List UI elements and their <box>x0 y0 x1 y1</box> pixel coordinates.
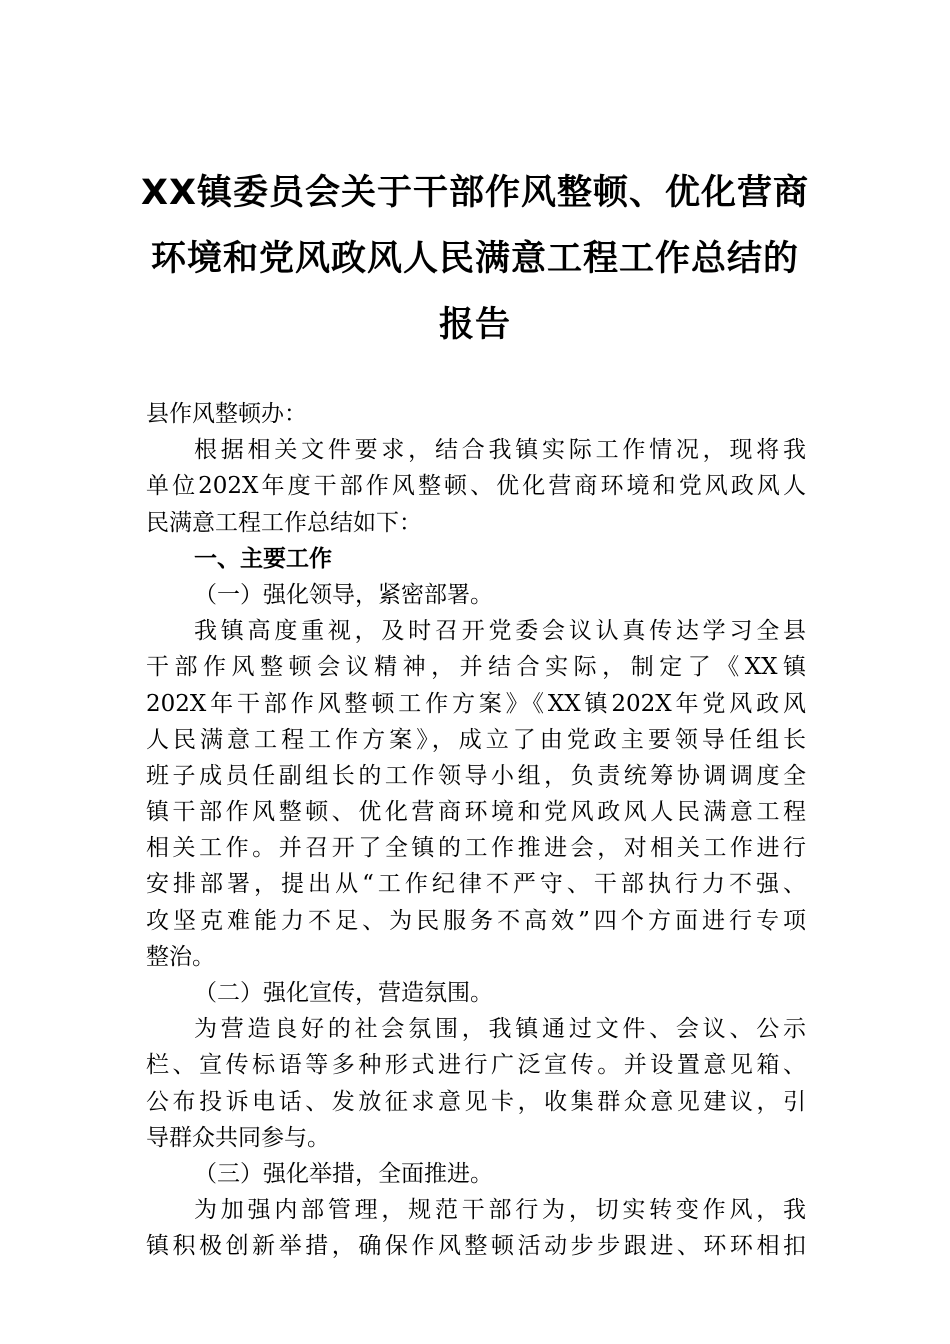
sub2-line-4: 导群众共同参与。 <box>146 1124 330 1151</box>
sub3-line-1: 为加强内部管理，规范干部行为，切实转变作风，我 <box>194 1197 806 1224</box>
intro-line-2: 单位202X年度干部作风整顿、优化营商环境和党风政风人 <box>146 473 806 500</box>
sub1-line-4: 人民满意工程工作方案》，成立了由党政主要领导任组长 <box>146 726 806 753</box>
document-body <box>146 396 806 1265</box>
sub1-line-10: 整治。 <box>146 943 215 970</box>
sub2-line-3: 公布投诉电话、发放征求意见卡，收集群众意见建议，引 <box>146 1088 806 1115</box>
salutation: 县作风整顿办： <box>146 401 307 427</box>
sub3-line-2: 镇积极创新举措，确保作风整顿活动步步跟进、环环相扣 <box>146 1233 806 1260</box>
sub1-line-5: 班子成员任副组长的工作领导小组，负责统筹协调调度全 <box>146 762 806 789</box>
sub2-line-2: 栏、宣传标语等多种形式进行广泛宣传。并设置意见箱、 <box>146 1052 806 1079</box>
sub1-line-1: 我镇高度重视，及时召开党委会议认真传达学习全县 <box>194 618 806 645</box>
sub1-line-7: 相关工作。并召开了全镇的工作推进会，对相关工作进行 <box>146 835 806 862</box>
sub1-line-3: 202X年干部作风整顿工作方案》《XX镇202X年党风政风 <box>146 690 806 717</box>
intro-line-3: 民满意工程工作总结如下： <box>146 509 422 536</box>
subsection-heading-2: （二）强化宣传，营造氛围。 <box>194 980 493 1006</box>
title-line-3: 报告 <box>438 305 511 345</box>
subsection-heading-1: （一）强化领导，紧密部署。 <box>194 581 493 608</box>
document-title <box>140 160 810 358</box>
title-line-1: XX镇委员会关于干部作风整顿、优化营商 <box>141 173 809 213</box>
sub1-line-8: 安排部署，提出从“工作纪律不严守、干部执行力不强、 <box>146 871 806 898</box>
sub1-line-9: 攻坚克难能力不足、为民服务不高效”四个方面进行专项 <box>146 907 806 934</box>
section-heading-main-work: 一、主要工作 <box>194 545 332 572</box>
title-line-2: 环境和党风政风人民满意工程工作总结的 <box>150 239 799 279</box>
sub1-line-6: 镇干部作风整顿、优化营商环境和党风政风人民满意工程 <box>146 799 806 826</box>
intro-line-1: 根据相关文件要求，结合我镇实际工作情况，现将我 <box>194 437 806 464</box>
sub2-line-1: 为营造良好的社会氛围，我镇通过文件、会议、公示 <box>194 1016 806 1043</box>
sub1-line-2: 干部作风整顿会议精神，并结合实际，制定了《XX镇 <box>146 654 806 681</box>
subsection-heading-3: （三）强化举措，全面推进。 <box>194 1160 493 1187</box>
